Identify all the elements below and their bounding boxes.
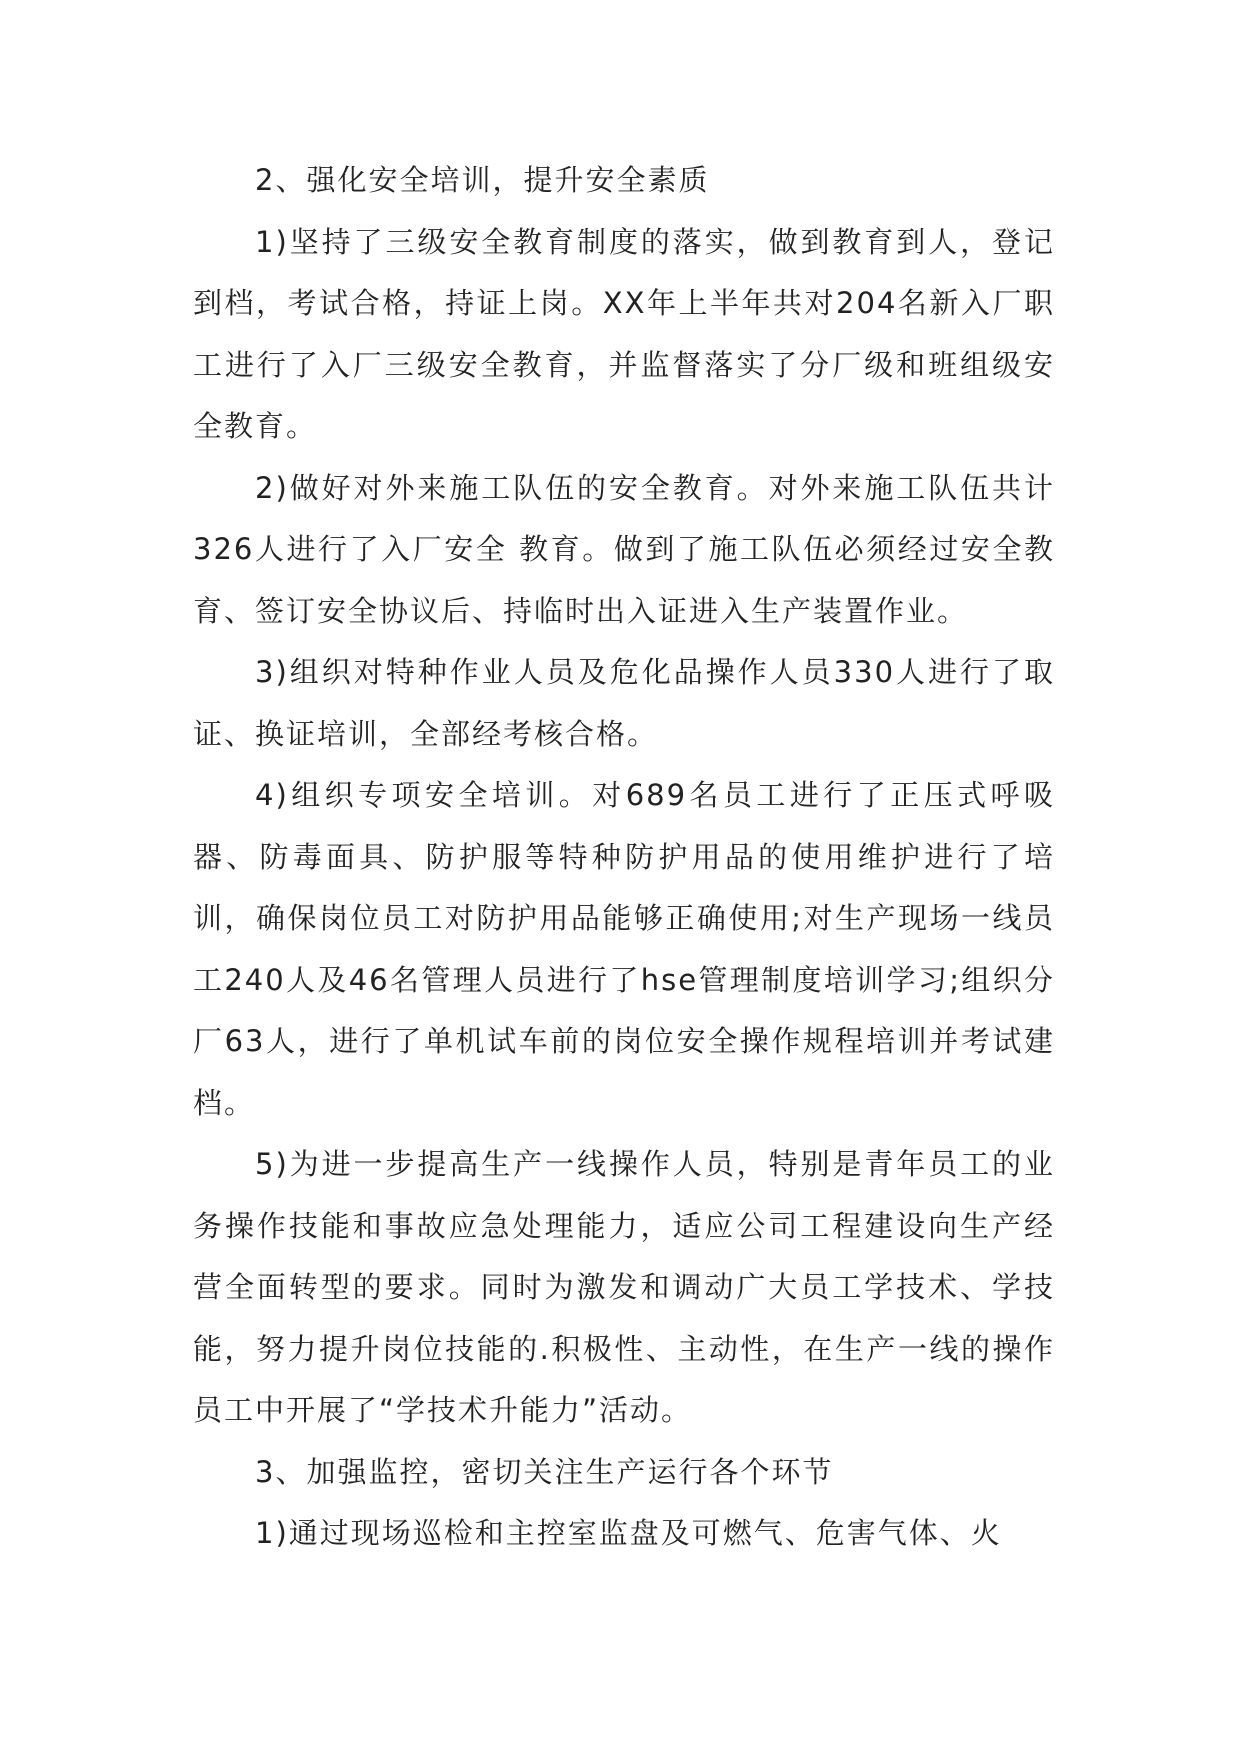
paragraph-item-4: 4)组织专项安全培训。对689名员工进行了正压式呼吸器、防毒面具、防护服等特种防护用品的使用维护进行了培训，确保岗位员工对防护用品能够正确使用;对生产现场一线员工240人及46名管理人员进行了hse管理制度培训学习;组织分厂63人，进行了单机试车前的岗位安全操作规程培训并考试建档。 [193,778,1055,1120]
document-body [193,150,1055,1565]
section-heading-safety-training: 2、强化安全培训，提升安全素质 [255,163,710,197]
paragraph-item-2: 2)做好对外来施工队伍的安全教育。对外来施工队伍共计326人进行了入厂安全 教育。做到了施工队伍必须经过安全教育、签订安全协议后、持临时出入证进入生产装置作业。 [193,470,1055,628]
paragraph-item-3: 3)组织对特种作业人员及危化品操作人员330人进行了取证、换证培训，全部经考核合格。 [193,655,1055,751]
paragraph-item-5: 5)为进一步提高生产一线操作人员，特别是青年员工的业务操作技能和事故应急处理能力，适应公司工程建设向生产经营全面转型的要求。同时为激发和调动广大员工学技术、学技能，努力提升岗位技能的.积极性、主动性，在生产一线的操作员工中开展了“学技术升能力”活动。 [193,1147,1055,1427]
paragraph-item-monitoring-1: 1)通过现场巡检和主控室监盘及可燃气、危害气体、火 [255,1516,1002,1550]
paragraph-item-1: 1)坚持了三级安全教育制度的落实，做到教育到人，登记到档，考试合格，持证上岗。XX年上半年共对204名新入厂职工进行了入厂三级安全教育，并监督落实了分厂级和班组级安全教育。 [193,224,1055,443]
section-heading-monitoring: 3、加强监控，密切关注生产运行各个环节 [255,1454,834,1489]
